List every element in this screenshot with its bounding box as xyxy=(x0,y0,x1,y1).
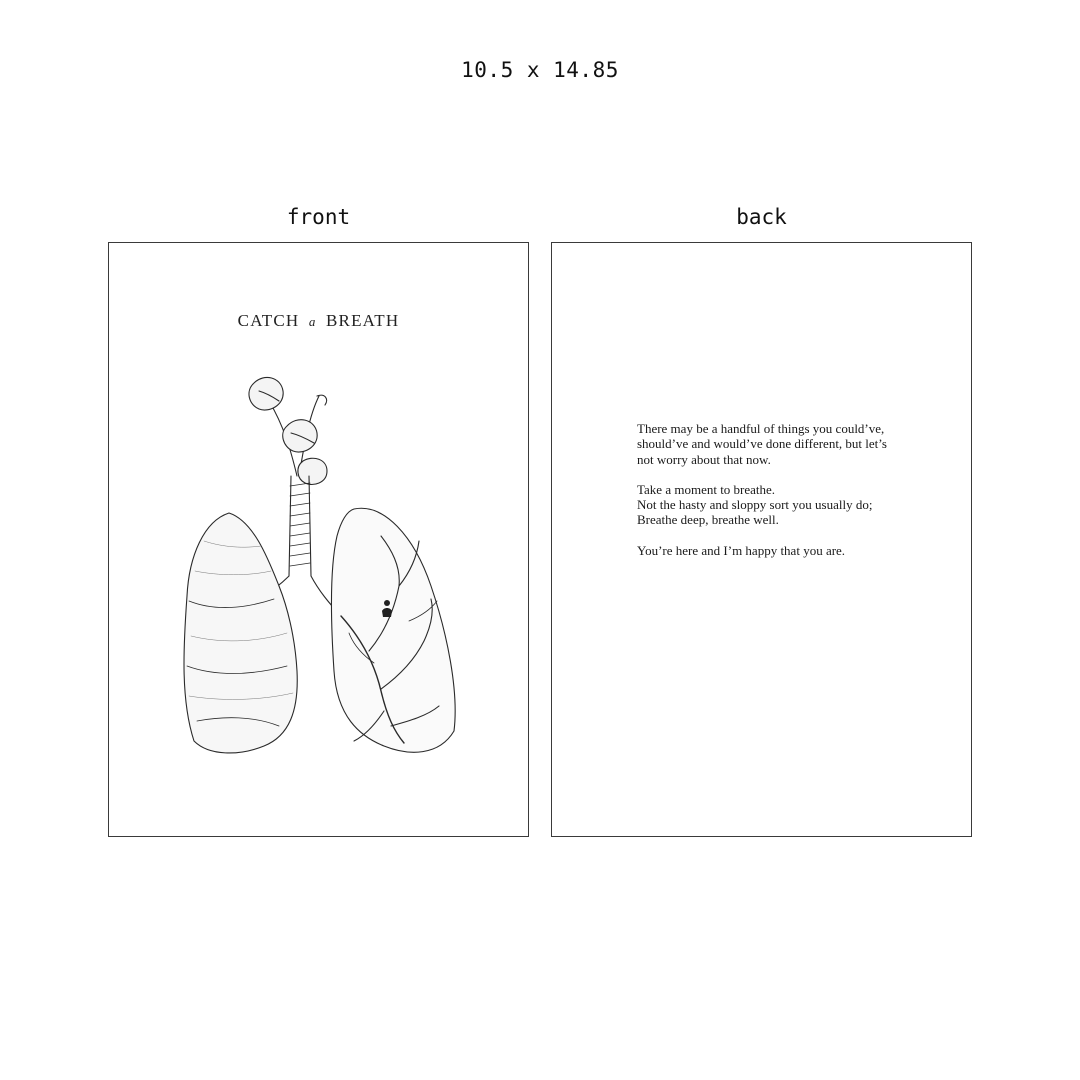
front-label: front xyxy=(286,205,351,229)
lungs-with-sprouting-plant-icon xyxy=(169,371,479,761)
card-title xyxy=(109,311,528,331)
poem-stanza-2: Take a moment to breathe. Not the hasty and sloppy sort you usually do; Breathe deep, breathe well. xyxy=(637,481,873,528)
poem-stanza-3: You’re here and I’m happy that you are. xyxy=(637,542,846,558)
title-word-breath: BREATH xyxy=(326,311,400,330)
back-label: back xyxy=(736,205,787,229)
title-word-a: a xyxy=(308,314,317,329)
title-word-catch: CATCH xyxy=(237,311,300,330)
poem-stanza-1: There may be a handful of things you could’ve, should’ve and would’ve done different, but let’s not worry about that now. xyxy=(637,421,887,467)
card-dimensions: 10.5 x 14.85 xyxy=(461,58,619,82)
card-back xyxy=(551,242,972,837)
poem-text xyxy=(637,421,937,573)
card-front xyxy=(108,242,529,837)
